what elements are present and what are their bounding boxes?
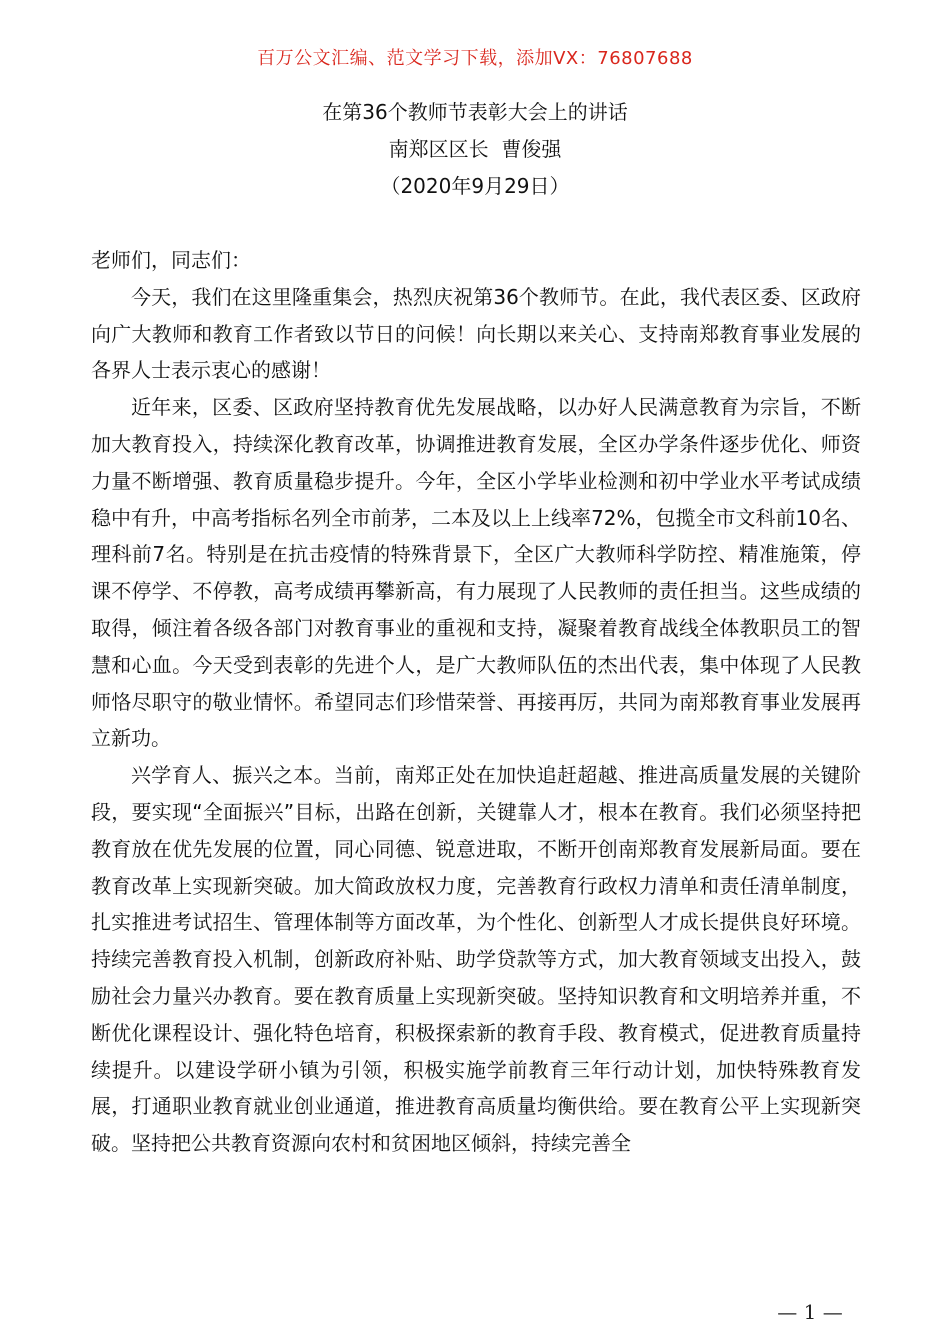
- document-title: 在第36个教师节表彰大会上的讲话: [322, 100, 628, 124]
- watermark-banner: 百万公文汇编、范文学习下载，添加VX：76807688: [257, 48, 693, 69]
- salutation: 老师们，同志们：: [91, 248, 251, 272]
- paragraph-3: 兴学育人、振兴之本。当前，南郑正处在加快追赶超越、推进高质量发展的关键阶段，要实现“全面振兴”目标，出路在创新，关键靠人才，根本在教育。我们必须坚持把教育放在优先发展的位置，同心同德、锐意进取，不断开创南郑教育发展新局面。要在教育改革上实现新突破。加大简政放权力度，完善教育行政权力清单和责任清单制度，扎实推进考试招生、管理体制等方面改革，为个性化、创新型人才成长提供良好环境。持续完善教育投入机制，创新政府补贴、助学贷款等方式，加大教育领域支出投入，鼓励社会力量兴办教育。要在教育质量上实现新突破。坚持知识教育和文明培养并重，不断优化课程设计、强化特色培育，积极探索新的教育手段、教育模式，促进教育质量持续提升。以建设学研小镇为引领，积极实施学前教育三年行动计划，加快特殊教育发展，打通职业教育就业创业通道，推进教育高质量均衡供给。要在教育公平上实现新突破。坚持把公共教育资源向农村和贫困地区倾斜，持续完善全: [91, 763, 861, 1156]
- paragraph-1: 今天，我们在这里隆重集会，热烈庆祝第36个教师节。在此，我代表区委、区政府向广大教师和教育工作者致以节日的问候！向长期以来关心、支持南郑教育事业发展的各界人士表示衷心的感谢！: [91, 284, 861, 383]
- document-body: [91, 242, 861, 1162]
- document-date: （2020年9月29日）: [380, 174, 570, 198]
- title-block: [0, 94, 950, 205]
- page-number: — 1 —: [777, 1300, 843, 1324]
- document-author: 南郑区区长 曹俊强: [388, 137, 562, 161]
- paragraph-2: 近年来，区委、区政府坚持教育优先发展战略，以办好人民满意教育为宗旨，不断加大教育投入，持续深化教育改革，协调推进教育发展，全区办学条件逐步优化、师资力量不断增强、教育质量稳步提升。今年，全区小学毕业检测和初中学业水平考试成绩稳中有升，中高考指标名列全市前茅，二本及以上上线率72%，包揽全市文科前10名、理科前7名。特别是在抗击疫情的特殊背景下，全区广大教师科学防控、精准施策，停课不停学、不停教，高考成绩再攀新高，有力展现了人民教师的责任担当。这些成绩的取得，倾注着各级各部门对教育事业的重视和支持，凝聚着教育战线全体教职员工的智慧和心血。今天受到表彰的先进个人，是广大教师队伍的杰出代表，集中体现了人民教师恪尽职守的敬业情怀。希望同志们珍惜荣誉、再接再厉，共同为南郑教育事业发展再立新功。: [91, 395, 861, 751]
